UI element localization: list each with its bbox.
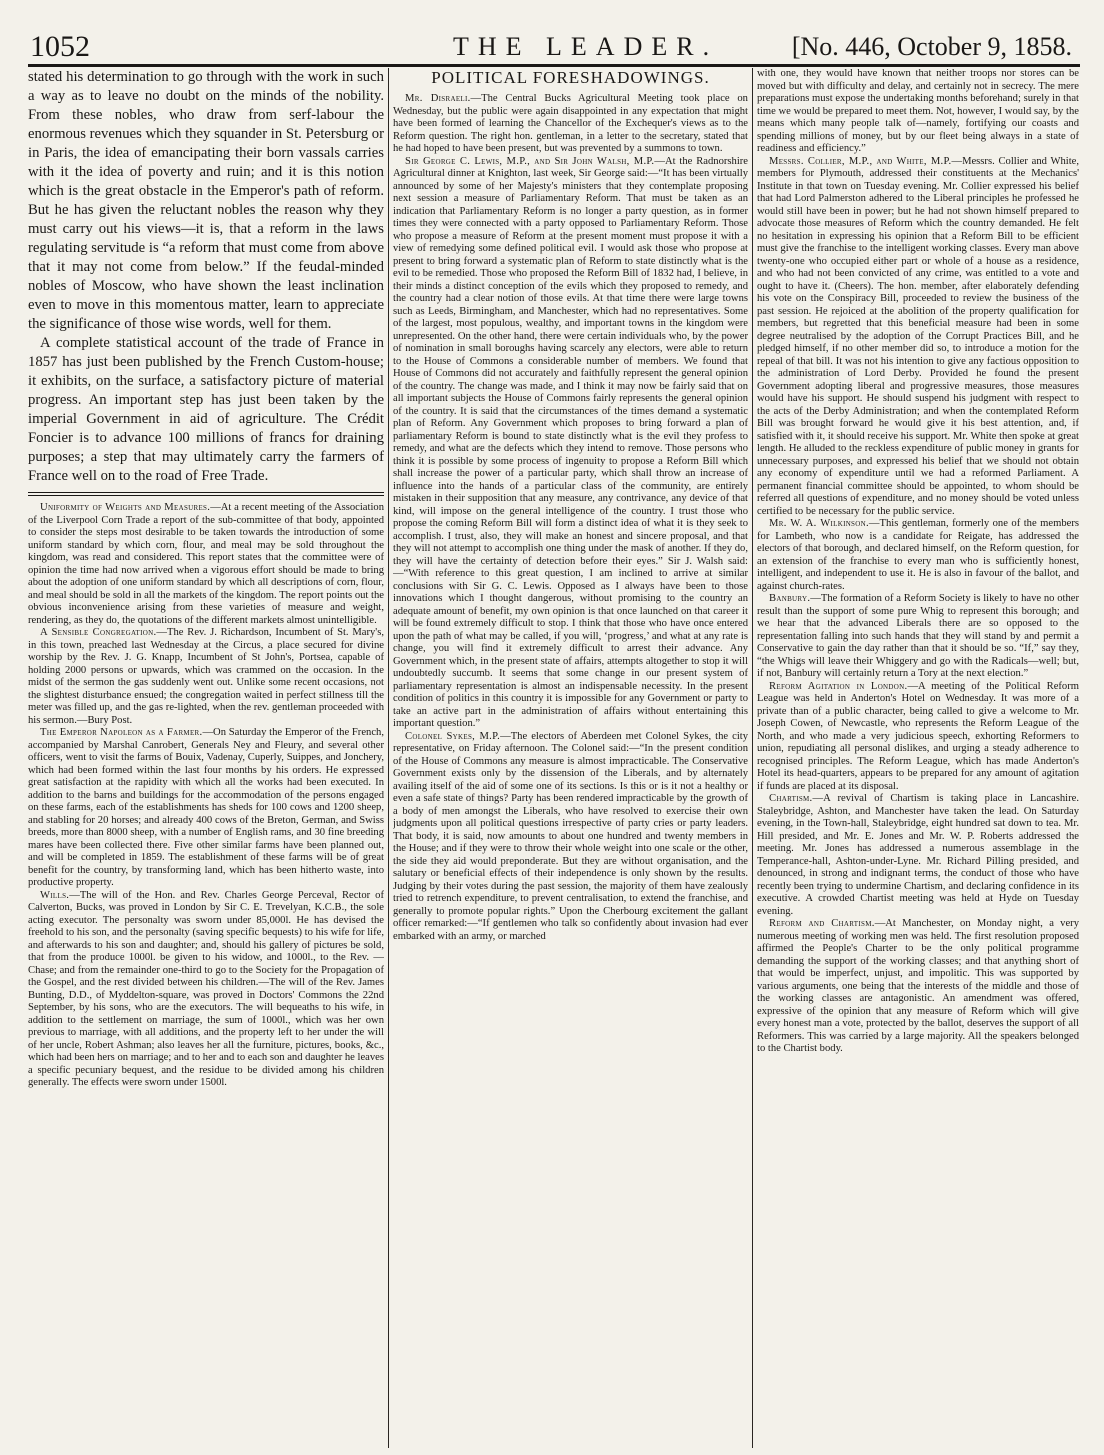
item-heading: Mr. W. A. Wilkinson. — [769, 518, 869, 529]
item-heading: Chartism. — [769, 793, 813, 804]
item-heading: Banbury. — [769, 593, 811, 604]
item-heading: A Sensible Congregation. — [40, 627, 157, 638]
item-heading: Messrs. Collier, M.P., and White, M.P. — [769, 155, 952, 167]
item-body: —The Central Bucks Agricultural Meeting took place on Wednesday, but the public were again disappointed in any expectation that might have been formed of learning the Chancellor of the Exchequer's views as to the Reform question. The right hon. gentleman, in a letter to the secretary, stated that he had hoped to have been present, but was prevented by a summons to town. — [393, 93, 748, 154]
column-divider — [388, 68, 389, 1448]
item-body: —The Rev. J. Richardson, Incumbent of St. Mary's, in this town, preached last Wednesday at the Circus, a place secured for divine worship by the Rev. J. G. Knapp, Incumbent of St John's, Portsea, capable of holding 2000 persons or upwards, which was crammed on the occasion. In the midst of the sermon the gas suddenly went out. Unlike some recent occasions, not the slightest disturbance ensued; the congregation waited in perfect stillness till the meter was filled up, and the gas re-lighted, when the rev. gentleman proceeded with his sermon.—Bury Post. — [28, 627, 384, 726]
article-paragraph: with one, they would have known that neither troops nor stores can be moved but with difficulty and delay, and certainly not in secrecy. The mere preparations must expose the undertaking months beforehand; surely in that time we would be prepared to meet them. Not, however, I would say, by the means which many people talk of—namely, fortifying our coasts and spending millions of money, but by our fleet being always in a state of readiness and efficiency.” — [757, 68, 1079, 154]
item-body: —At a recent meeting of the Association of the Liverpool Corn Trade a report of the sub-committee of that body, appointed to consider the steps most desirable to be taken towards the introduction of some uniform standard by which corn, flour, and meal may be sold throughout the kingdom, was read and considered. This report states that the committee were of opinion the time had now arrived when a vigorous effort should be made to bring about the adoption of one uniform standard by which all descriptions of corn, flour, and meal should be sold in all the markets of the kingdom. The report points out the obvious inconvenience arising from these varieties of measure and weight, rendering, as they do, the quotations of the different markets almost unintelligible. — [28, 502, 384, 626]
article-paragraph: A complete statistical account of the trade of France in 1857 has just been published by the French Custom-house; it exhibits, on the surface, a satisfactory picture of material progress. An important step has just been taken by the imperial Government in aid of agriculture. The Crédit Foncier is to advance 100 millions of francs for draining purposes; a step that may ultimately carry the farmers of France well on to the road of Free Trade. — [28, 335, 384, 484]
page-number: 1052 — [30, 30, 90, 63]
item-body: —At Manchester, on Monday night, a very numerous meeting of working men was held. The first resolution proposed affirmed the People's Charter to be the only political programme demanding the support of the working classes; and that anything short of that would be imperfect, unjust, and impolitic. This was supported by various arguments, one being that the interests of the middle and those of the working classes are antagonistic. An amendment was offered, expressive of the opinion that any measure of Reform which will give every honest man a vote, protected by the ballot, deserves the support of all Reformers. This was carried by a large majority. All the speakers belonged to the Chartist body. — [757, 918, 1079, 1054]
item-heading: Mr. Disraeli. — [405, 93, 471, 104]
item-heading: Sir George C. Lewis, M.P., and Sir John Walsh, M.P. — [405, 155, 655, 167]
item-body: —The will of the Hon. and Rev. Charles George Perceval, Rector of Calverton, Bucks, was proved in London by Sir C. E. Trevelyan, K.C.B., the sole acting executor. The personalty was sworn under 85,000l. He has devised the freehold to his son, and the personalty (saving specific bequests) to his wife for life, and afterwards to his son and daughter; and, should his gallery of pictures be sold, that from the produce 1000l. be given to his widow, and 1000l., to the Rev. — Chase; and from the remainder one-third to go to the Society for the Propagation of the Gospel, and the rest divided between his children.—The will of the Rev. James Bunting, D.D., of Myddelton-square, was proved in Doctors' Commons the 22nd September, by his sons, who are the executors. The will bequeaths to his wife, in addition to the settlement on marriage, the sum of 1000l., which was her own previous to marriage, with all additions, and the property left to her under the will of her uncle, Robert Ashman; also leaves her all the furniture, pictures, books, &c., which had been hers on marriage; and to her and to each son and daughter he leaves a specific pecuniary bequest, and the residue to be divided among his children generally. The effects were sworn under 1500l. — [28, 889, 384, 1088]
item-heading: Reform Agitation in London. — [769, 680, 908, 692]
masthead-rule — [28, 64, 1080, 67]
item-body: —On Saturday the Emperor of the French, accompanied by Marshal Canrobert, Generals Ney and Fleury, and several other officers, went to visit the farms of Bouix, Vadenay, Cuperly, Suippes, and Jonchery, which had been formed within the last four months by his orders. He expressed great satisfaction at the rapidity with which all the works had been executed. In addition to the barns and buildings for the accommodation of the persons engaged on these farms, each of the establishments has sheds for 100 cows and 1200 sheep, and stabling for 20 horses; and already 400 cows of the Breton, German, and Swiss breeds, more than 8000 sheep, with a number of English rams, and 30 fine breeding mares have been collected there. Five other similar farms have been planned out, and will be completed in 1859. The establishment of these farms will be of great benefit for the country, by transforming land, which has been hitherto waste, into productive property. — [28, 727, 384, 888]
newspaper-title: THE LEADER. — [453, 32, 719, 61]
item-body: —The formation of a Reform Society is likely to have no other result than the support of some pure Whig to represent this borough; and we hear that the advanced Liberals there are so opposed to the representation falling into such hands that they will stand by and permit a Conservative to gain the day rather than that it should be so. “If,” say they, “the Whigs will leave their Whiggery and go with the Radicals—well; but, if not, Banbury will certainly return a Tory at the next election.” — [757, 593, 1079, 679]
item-body: —Messrs. Collier and White, members for Plymouth, addressed their constituents at the Mechanics' Institute in that town on Tuesday evening. Mr. Collier expressed his belief that had Lord Palmerston adhered to the Liberal principles he professed he would still have been in power; but he had not shown himself prepared to advocate those measures of Reform which the country demanded. He felt no hesitation in expressing his opinion that a Reform Bill to be efficient must give the franchise to the intelligent working classes. Every man above twenty-one who occupied either part or whole of a house as a residence, and who had not been convicted of any crime, was entitled to a vote and ought to have it. (Cheers). The hon. member, after elaborately defending his vote on the Conspiracy Bill, proceeded to review the business of the past session. He rejoiced at the abolition of the property qualification for members, but regretted that this beneficial measure had been in some degree neutralised by the adoption of the Corrupt Practices Bill, and he pledged himself, if no other member did so, to introduce a motion for the repeal of that bill. It was not his intention to give any factious opposition to the administration of Lord Derby. Provided he found the present Government adopting liberal and progressive measures, those measures would have his support. He should suspend his judgment with respect to the acts of the Derby Administration; and when the contemplated Reform Bill was brought forward he would give it his best attention, and, if satisfied with it, it should receive his support. Mr. White then spoke at great length. He alluded to the reckless expenditure of public money in grants for unnecessary purposes, and expressed his belief that we should not obtain any economy of expenditure until we had a reformed Parliament. A permanent financial committee should be appointed, to whom should be referred all questions of expenditure, and no money should be voted unless certified to be necessary for the public service. — [757, 155, 1079, 517]
article-paragraph: stated his determination to go through with the work in such a way as to leave no doubt on the minds of the nobility. From these nobles, who draw from serf-labour the enormous revenues which they squander in St. Petersburg or in Paris, the idea of emancipating their born vassals carries with it the idea of poverty and ruin; and it is this notion which is the great obstacle in the Emperor's path of reform. But he has given the reluctant nobles the reason why they must carry out his views—it is, that a reform in the laws regulating servitude is “a reform that must come from above that it may not come from below.” If the feudal-minded nobles of Moscow, who have shown the least inclination even to move in this momentous matter, learn to appreciate the significance of those wise words, well for them. — [28, 69, 384, 332]
item-body: —This gentleman, formerly one of the members for Lambeth, who now is a candidate for Reigate, has addressed the electors of that borough, and declared himself, on the Reform question, for an extension of the franchise to every man who is sufficiently honest, intelligent, and independent to use it. He is also in favour of the ballot, and against church-rates. — [757, 518, 1079, 592]
section-title: POLITICAL FORESHADOWINGS. — [431, 68, 710, 87]
item-body: —A revival of Chartism is taking place in Lancashire. Staleybridge, Ashton, and Manchester have taken the lead. On Saturday evening, in the Town-hall, Staleybridge, eight hundred sat down to tea. Mr. Hill presided, and Mr. E. Jones and Mr. W. P. Roberts addressed the meeting. Mr. Jones has addressed a numerous assemblage in the Temperance-hall, Ashton-under-Lyne. Mr. Richard Pilling presided, and denounced, in strong and indignant terms, the conduct of those who have recently been trying to undermine Chartism, and declaring confidence in its executive. A crowded Chartist meeting was held at Hyde on Tuesday evening. — [757, 793, 1079, 917]
item-heading: Uniformity of Weights and Measures. — [40, 502, 211, 513]
item-body: —At the Radnorshire Agricultural dinner at Knighton, last week, Sir George said:—“It has been virtually announced by some of her Majesty's ministers that they contemplate proposing next session a measure of Parliamentary Reform. That must be taken as an indication that Parliamentary Reform is no longer a party question, as in former times they were connected with a party opposed to Parliamentary Reform. Those who propose a measure of Reform at the present moment must propose it with a view of remedying some defined political evil. I would ask those who propose at present to bring forward a systematic plan of Reform to state distinctly what is the evil to be remedied. Those who proposed the Reform Bill of 1832 had, I believe, in their minds a distinct conception of the evils which they proposed to remedy, and the country had a clear notion of those evils. At that time there were large towns such as Leeds, Birmingham, and Manchester, which had no representatives. Some of the largest, most populous, wealthy, and important towns in the kingdom were unrepresented. On the other hand, there were certain individuals who, by the power of nomination in small boroughs having scarcely any electors, were able to return to the House of Commons a considerable number of members. We found that House of Commons did not accurately and faithfully represent the general opinion of the country. The change was made, and I think it may now be fairly said that on all important subjects the House of Commons fairly represents the general opinion of the country. It is said that the circumstances of the times demand a systematic plan of Reform. Any Government which proposes to bring forward a plan of parliamentary Reform is bound to state distinctly what is the evil they profess to remedy, and what are the defects which they intend to remove. Those persons who think it is possible by some process of ingenuity to propose a Reform Bill which shall increase the power of a particular party, which shall throw an increase of influence into the hands of a particular class of the community, are entirely mistaken in their supposition that any measure, any contrivance, any device of that kind, will impose on the general intelligence of the country. I trust those who propose the coming Reform Bill will form a distinct idea of what it is they seek to accomplish. I trust, also, they will make an honest and sincere proposal, and that they will not attempt to accomplish one thing under the mask of another. If they do, they will have the certainty of detection before their eyes.” Sir J. Walsh said:—“With reference to this great question, I am inclined to arrive at similar conclusions with Sir G. C. Lewis. Opposed as I always have been to those innovations which I thought dangerous, without promising to the country an adequate amount of benefit, my own opinion is that once launched on that career it will be found extremely difficult to stop. I think that those who have once entered upon the path of what may be called, if you will, ‘progress,’ and what at any rate is change, you will find it extremely difficult to arrest their advance. Any Government which, in the present state of affairs, attempts altogether to stop it will undoubtedly succumb. It seems that some change in our present system of parliamentary representation is almost an indispensable necessity. In the present condition of politics in this country it is impossible for any Government or party to take an active part in the administration of affairs without entertaining this important question.” — [393, 155, 748, 729]
item-heading: Wills. — [40, 889, 70, 901]
item-heading: The Emperor Napoleon as a Farmer. — [40, 727, 203, 738]
item-heading: Colonel Sykes, M.P. — [405, 730, 501, 742]
column-2 — [393, 68, 748, 1448]
item-heading: Reform and Chartism. — [769, 918, 875, 929]
masthead — [28, 32, 1078, 62]
item-body: —The electors of Aberdeen met Colonel Sykes, the city representative, on Friday afternoon. The Colonel said:—“In the present condition of the House of Commons any measure is almost impracticable. The Conservative Government exists only by the dissension of the Liberals, and by alternately availing itself of the aid of some one of its sections. Is this or is it not a healthy or even a safe state of things? Party has been rendered impracticable by the growth of a body of men amongst the Liberals, who have resolved to exercise their own judgments upon all political questions irrespective of party cries or party leaders. That body, it is said, now amounts to about one hundred and twenty members in the House; and if they were to throw their whole weight into one scale or the other, the side they aid would preponderate. But they are without organisation, and the salutary or beneficial effects of their independence is only shown by the results. Judging by their votes during the past session, the majority of them have zealously tried to retrench expenditure, to prevent centralisation, to extend the franchise, and generally to promote popular rights.” Upon the Cherbourg excitement the gallant officer remarked:—“If gentlemen who talk so confidently about invasion had ever embarked with an army, or marched — [393, 730, 748, 942]
column-divider — [752, 68, 753, 1448]
column-1 — [28, 68, 384, 1448]
column-3 — [757, 68, 1079, 1448]
issue-date: [No. 446, October 9, 1858. — [791, 32, 1072, 61]
item-body: —A meeting of the Political Reform League was held in Anderton's Hotel on Wednesday. It was more of a private than of a public character, being called to give a welcome to Mr. Joseph Cowen, of Newcastle, who represents the Reform League of the North, and who made a very judicious speech, exhorting Reformers to union, repudiating all personal dislikes, and urging a steady adherence to recognised principles. The Reform League, which has made Anderton's Hotel its head-quarters, appears to be prepared for any amount of agitation if funds are placed at its disposal. — [757, 680, 1079, 792]
section-rule — [28, 492, 384, 496]
